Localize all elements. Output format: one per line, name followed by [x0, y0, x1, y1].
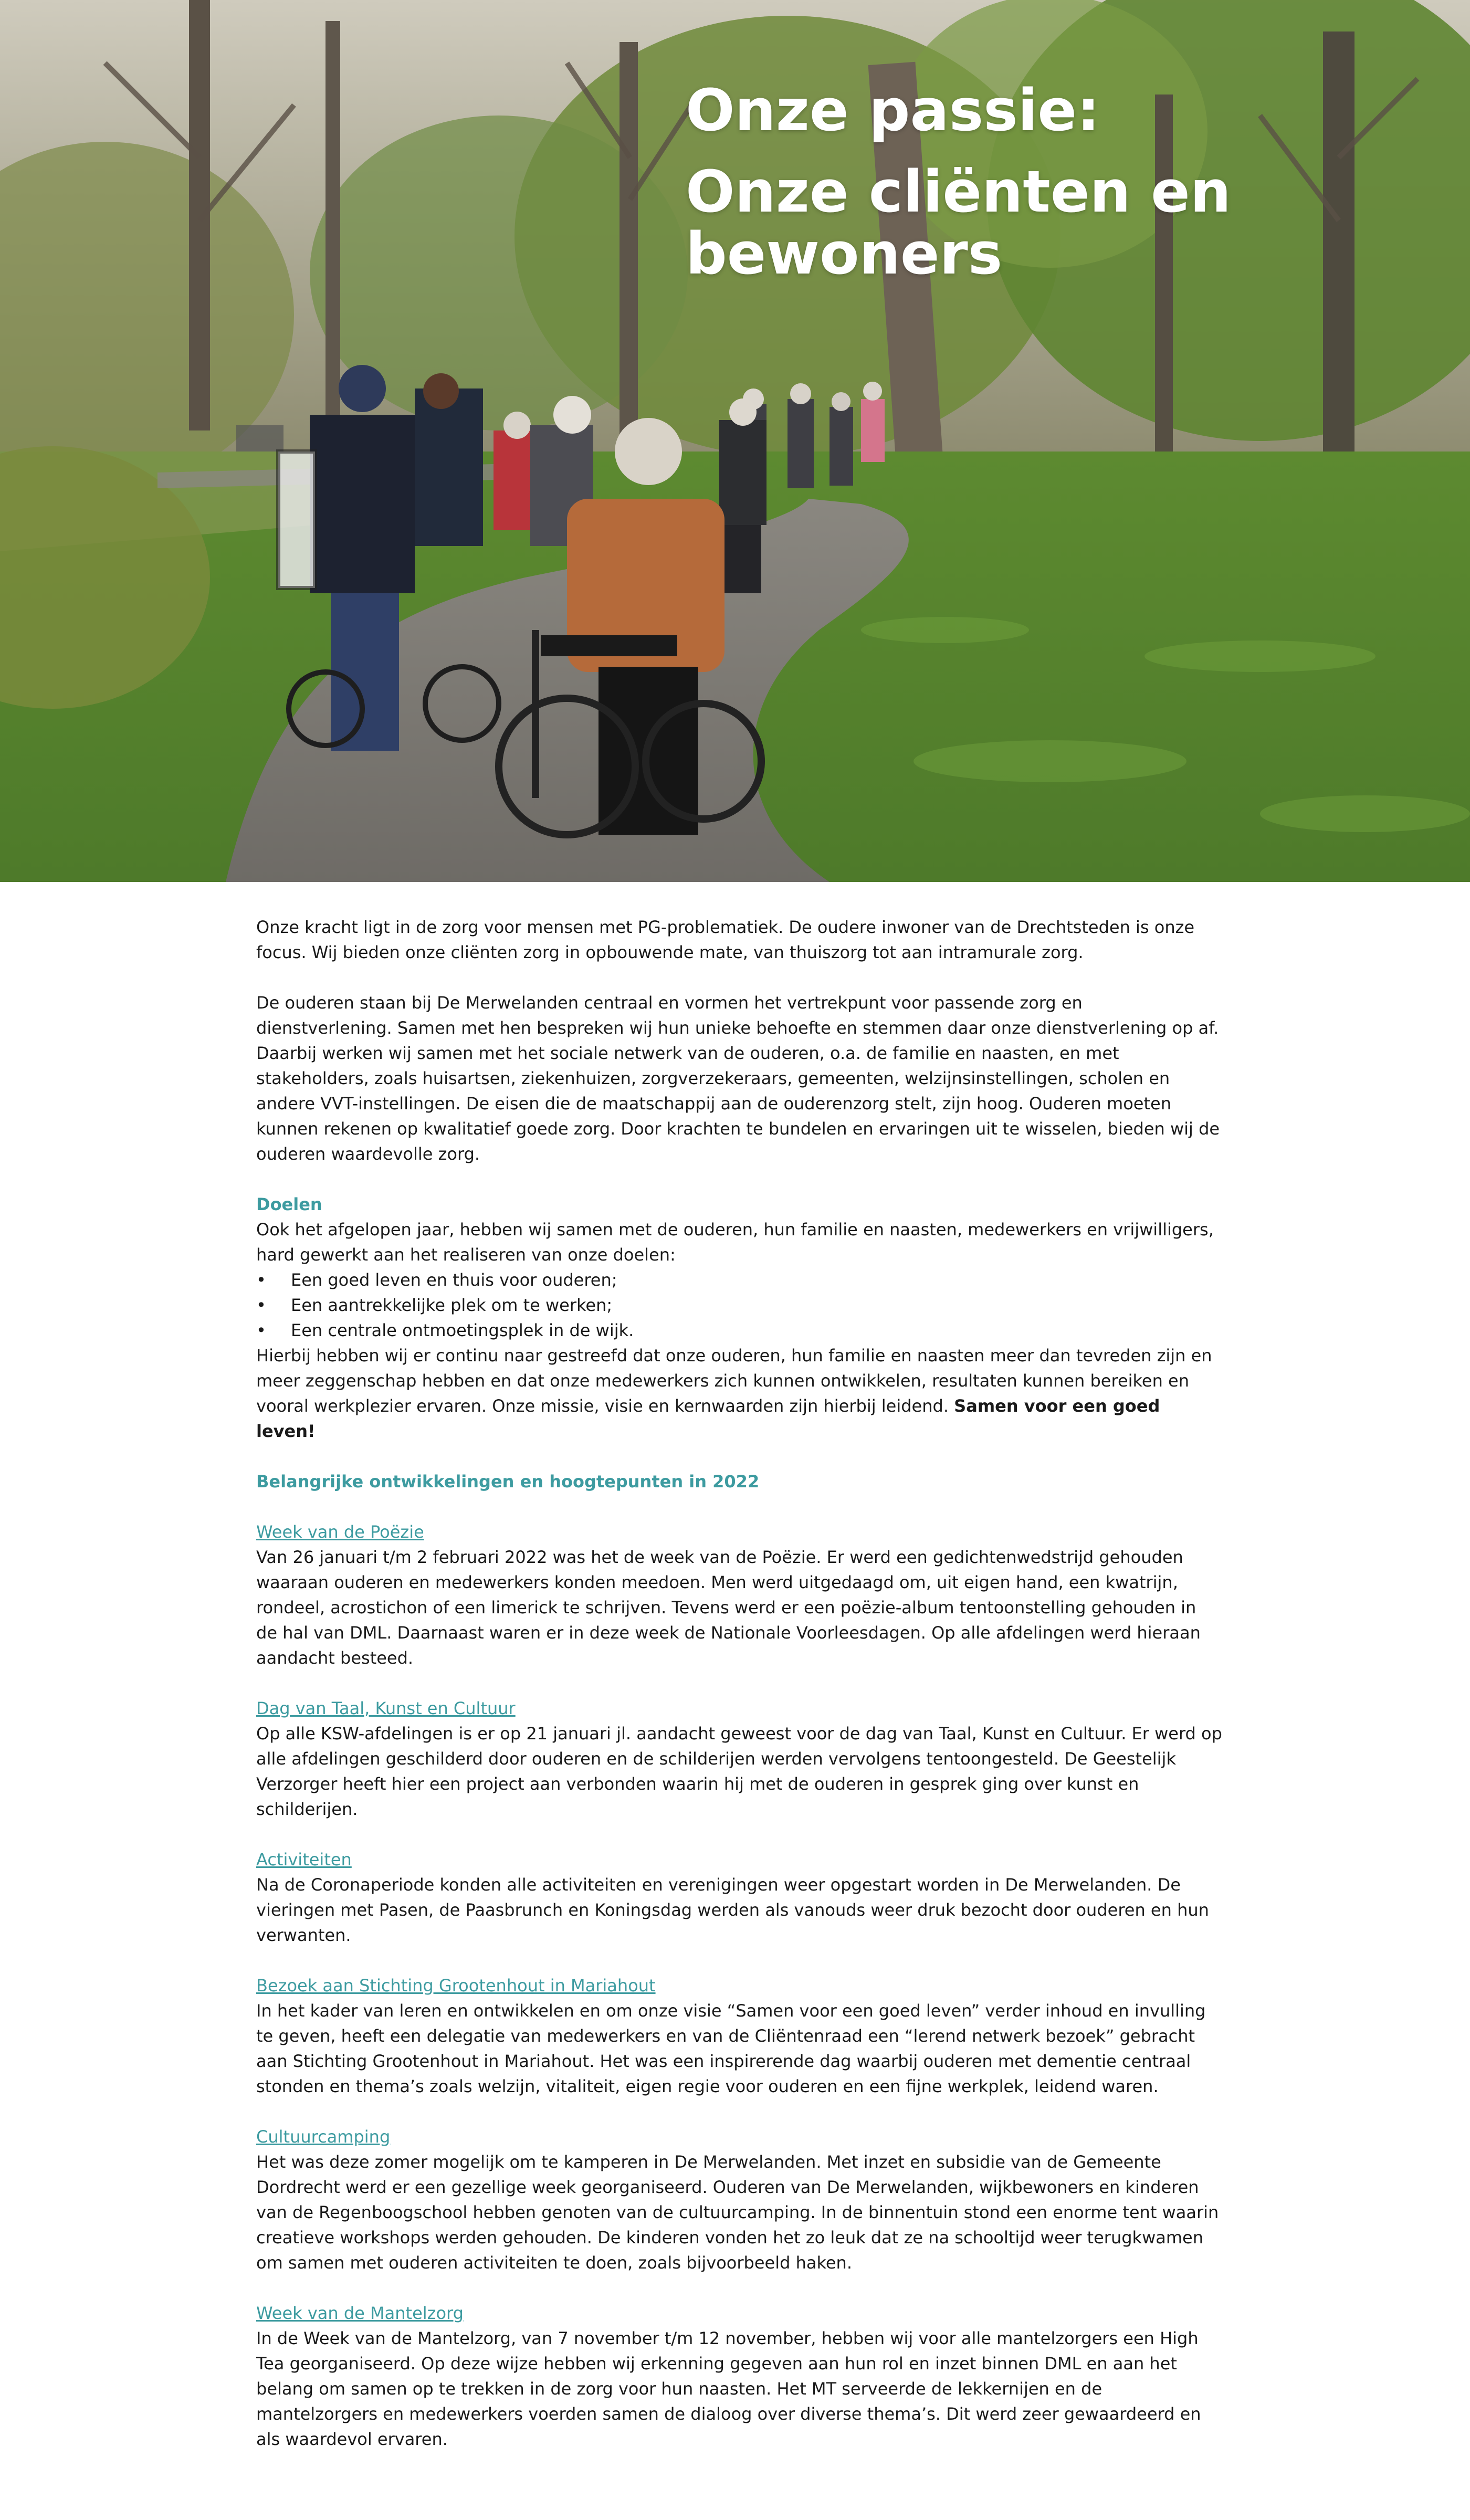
section-body: In het kader van leren en ontwikkelen en om onze visie “Samen voor een goed leven” verder inhoud en invulling te geven, heeft een delegatie van medewerkers en van de Cliëntenraad een “lerend netwerk bezoek” gebracht aan Stichting Grootenhout in Mariahout. Het was een inspirerende dag waarbij ouderen met dementie centraal stonden en thema’s zoals welzijn, vitaliteit, eigen regie voor ouderen en een fijne werkplek, leidend waren.: [256, 2001, 1206, 2096]
hero-title: [686, 79, 1368, 285]
section-title-link[interactable]: Bezoek aan Stichting Grootenhout in Mariahout: [256, 1976, 656, 1996]
bullet-text: Een goed leven en thuis voor ouderen;: [291, 1270, 617, 1290]
doelen-closing-text: Hierbij hebben wij er continu naar gestreefd dat onze ouderen, hun familie en naasten meer dan tevreden zijn en meer zeggenschap hebben en dat onze medewerkers zich kunnen ontwikkelen, resultaten kunnen bereiken en vooral werkplezier ervaren. Onze missie, visie en kernwaarden zijn hierbij leidend.: [256, 1346, 1212, 1416]
bullet-icon: •: [256, 1320, 266, 1340]
article-body: [256, 915, 1222, 2452]
section-body: Het was deze zomer mogelijk om te kamperen in De Merwelanden. Met inzet en subsidie van de Gemeente Dordrecht werd er een gezellige week georganiseerd. Ouderen van De Merwelanden, wijkbewoners en kinderen van de Regenboogschool hebben genoten van de cultuurcamping. In de binnentuin stond een enorme tent waarin creatieve workshops werden gehouden. De kinderen vonden het zo leuk dat ze na schooltijd weer terugkwamen om samen met ouderen activiteiten te doen, zoals bijvoorbeeld haken.: [256, 2152, 1219, 2273]
intro-paragraph-1: Onze kracht ligt in de zorg voor mensen met PG-problematiek. De oudere inwoner van de Drechtsteden is onze focus. Wij bieden onze cliënten zorg in opbouwende mate, van thuiszorg tot aan intramurale zorg.: [256, 917, 1195, 962]
hero-title-line1: Onze passie:: [686, 77, 1100, 144]
section-title-link[interactable]: Dag van Taal, Kunst en Cultuur: [256, 1698, 516, 1718]
doelen-intro: Ook het afgelopen jaar, hebben wij samen met de ouderen, hun familie en naasten, medewerkers en vrijwilligers, hard gewerkt aan het realiseren van onze doelen:: [256, 1220, 1214, 1265]
bullet-text: Een centrale ontmoetingsplek in de wijk.: [291, 1320, 634, 1340]
bullet-icon: •: [256, 1270, 266, 1290]
bullet-item: [256, 1293, 1222, 1318]
section-title-link[interactable]: Week van de Mantelzorg: [256, 2303, 464, 2323]
section-title-link[interactable]: Cultuurcamping: [256, 2127, 391, 2147]
intro-paragraph-2: De ouderen staan bij De Merwelanden centraal en vormen het vertrekpunt voor passende zorg en dienstverlening. Samen met hen bespreken wij hun unieke behoefte en stemmen daar onze dienstverlening op af. Daarbij werken wij samen met het sociale netwerk van de ouderen, o.a. de familie en naasten, en met stakeholders, zoals huisartsen, ziekenhuizen, zorgverzekeraars, gemeenten, welzijnsinstellingen, scholen en andere VVT-instellingen. De eisen die de maatschappij aan de ouderenzorg stelt, zijn hoog. Ouderen moeten kunnen rekenen op kwalitatief goede zorg. Door krachten te bundelen en ervaringen uit te wisselen, bieden wij de ouderen waardevolle zorg.: [256, 993, 1220, 1164]
hero-photo: [0, 0, 1470, 882]
bullet-item: [256, 1267, 1222, 1293]
doelen-closing-bold: Samen voor een goed leven!: [256, 1396, 1160, 1441]
bullet-text: Een aantrekkelijke plek om te werken;: [291, 1295, 613, 1315]
section-body: Na de Coronaperiode konden alle activiteiten en verenigingen weer opgestart worden in De Merwelanden. De vieringen met Pasen, de Paasbrunch en Koningsdag werden als vanouds weer druk bezocht door ouderen en hun verwanten.: [256, 1875, 1209, 1945]
doelen-closing: [256, 1343, 1222, 1444]
section-title-link[interactable]: Activiteiten: [256, 1850, 352, 1870]
section-body: Op alle KSW-afdelingen is er op 21 januari jl. aandacht geweest voor de dag van Taal, Kunst en Cultuur. Er werd op alle afdelingen geschilderd door ouderen en de schilderijen werden vervolgens tentoongesteld. De Geestelijk Verzorger heeft hier een project aan verbonden waarin hij met de ouderen in gesprek ging over kunst en schilderijen.: [256, 1724, 1222, 1819]
section-body: Van 26 januari t/m 2 februari 2022 was het de week van de Poëzie. Er werd een gedichtenwedstrijd gehouden waaraan ouderen en medewerkers konden meedoen. Men werd uitgedaagd om, uit eigen hand, een kwatrijn, rondeel, acrostichon of een limerick te schrijven. Tevens werd er een poëzie-album tentoonstelling gehouden in de hal van DML. Daarnaast waren er in deze week de Nationale Voorleesdagen. Op alle afdelingen werd hieraan aandacht besteed.: [256, 1547, 1201, 1668]
doelen-heading: Doelen: [256, 1194, 322, 1214]
section-body: In de Week van de Mantelzorg, van 7 november t/m 12 november, hebben wij voor alle mantelzorgers een High Tea georganiseerd. Op deze wijze hebben wij erkenning gegeven aan hun rol en inzet binnen DML en aan het belang om samen op te trekken in de zorg voor hun naasten. Het MT serveerde de lekkernijen en de mantelzorgers en medewerkers voerden samen de dialoog over diverse thema’s. Dit werd zeer gewaardeerd en als waardevol ervaren.: [256, 2328, 1201, 2449]
bullet-icon: •: [256, 1295, 266, 1315]
bullet-item: [256, 1318, 1222, 1343]
hero-title-line2: Onze cliënten en bewoners: [686, 158, 1231, 287]
highlights-heading: Belangrijke ontwikkelingen en hoogtepunten in 2022: [256, 1472, 760, 1492]
section-title-link[interactable]: Week van de Poëzie: [256, 1522, 424, 1542]
